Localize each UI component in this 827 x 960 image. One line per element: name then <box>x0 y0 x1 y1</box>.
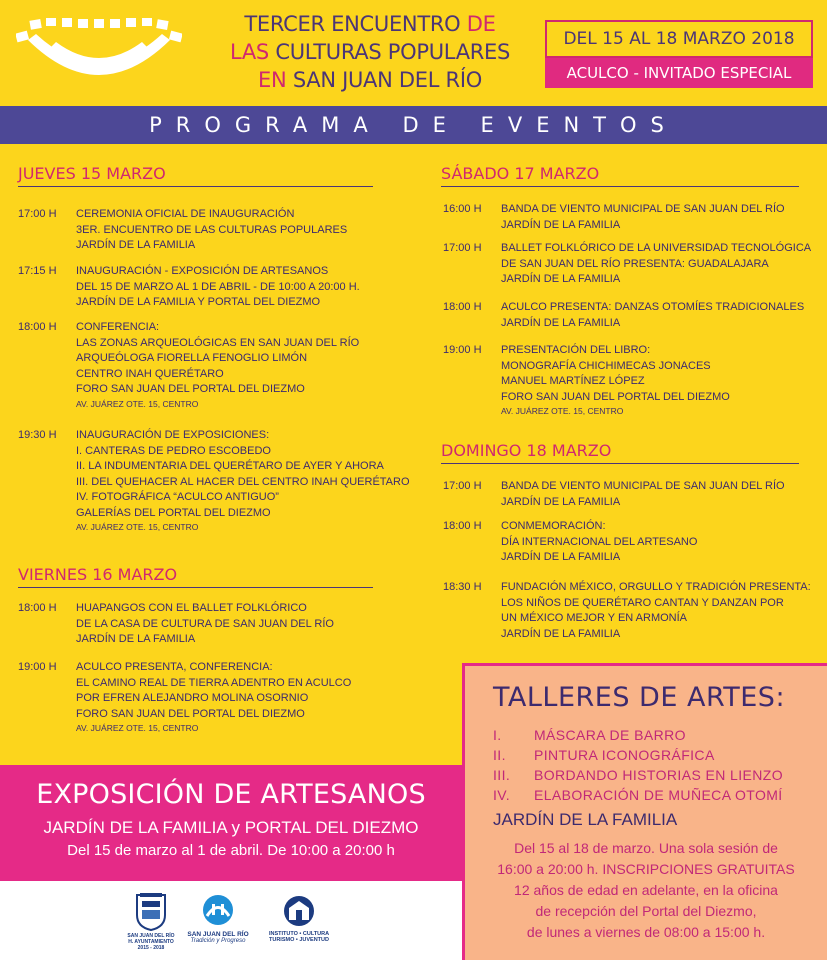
event-line: CONFERENCIA: <box>76 321 160 333</box>
event-time: 19:30 H <box>18 429 57 441</box>
sun-logo-icon <box>16 18 182 104</box>
item-number: III. <box>493 767 511 783</box>
logo-text: TURISMO • JUVENTUD <box>268 937 329 943</box>
title-part: DE <box>466 12 496 36</box>
event-line: UN MÉXICO MEJOR Y EN ARMONÍA <box>501 612 688 624</box>
event-line: I. CANTERAS DE PEDRO ESCOBEDO <box>76 444 271 457</box>
event-time: 18:00 H <box>443 520 482 532</box>
logo-text: INSTITUTO • CULTURA <box>268 930 330 937</box>
info-line: Del 15 al 18 de marzo. Una sola sesión de <box>514 840 778 856</box>
sponsor-logos <box>0 881 462 960</box>
event-line: ACULCO PRESENTA, CONFERENCIA: <box>76 661 273 673</box>
event-time: 18:00 H <box>18 321 57 333</box>
event-line: CEREMONIA OFICIAL DE INAUGURACIÓN <box>76 208 295 220</box>
instituto-logo <box>266 894 332 944</box>
list-item <box>493 785 783 805</box>
special-guest-box: ACULCO - INVITADO ESPECIAL <box>545 58 813 88</box>
event-time: 17:00 H <box>443 480 482 492</box>
title-part: LAS <box>229 40 269 64</box>
logo-text: CULTURA <box>302 930 330 937</box>
info-line: 16:00 a 20:00 h. INSCRIPCIONES GRATUITAS <box>497 861 795 877</box>
event-line: POR EFREN ALEJANDRO MOLINA OSORNIO <box>76 692 309 704</box>
logo-text: INSTITUTO <box>268 930 298 937</box>
event-line: 3ER. ENCUENTRO DE LAS CULTURAS POPULARES <box>76 223 348 236</box>
date-range-box: DEL 15 AL 18 MARZO 2018 <box>545 20 813 58</box>
logo-text: H. AYUNTAMIENTO <box>128 939 174 945</box>
event-line: INAUGURACIÓN - EXPOSICIÓN DE ARTESANOS <box>76 265 329 277</box>
event-line: LAS ZONAS ARQUEOLÓGICAS EN SAN JUAN DEL RÍO <box>76 336 360 349</box>
event-line: DE LA CASA DE CULTURA DE SAN JUAN DEL RÍO <box>76 617 334 630</box>
event-line: BANDA DE VIENTO MUNICIPAL DE SAN JUAN DEL RÍO <box>501 203 785 215</box>
event-line: JARDÍN DE LA FAMILIA <box>501 551 621 563</box>
logo-text: TURISMO <box>268 937 295 943</box>
event-line: DÍA INTERNACIONAL DEL ARTESANO <box>501 535 698 548</box>
list-item <box>493 765 783 785</box>
workshops-info <box>465 838 827 943</box>
event-line: FUNDACIÓN MÉXICO, ORGULLO Y TRADICIÓN PRESENTA: <box>501 581 811 593</box>
sjr-logo <box>180 894 256 945</box>
day-heading-jueves: JUEVES 15 MARZO <box>18 164 373 187</box>
info-line: de lunes a viernes de 08:00 a 15:00 h. <box>526 924 766 940</box>
workshops-title: TALLERES DE ARTES: <box>493 682 786 713</box>
event-line: FORO SAN JUAN DEL PORTAL DEL DIEZMO <box>501 390 730 403</box>
event-line: INAUGURACIÓN DE EXPOSICIONES: <box>76 429 270 441</box>
sjr-emblem-icon <box>199 894 237 928</box>
event-line: LOS NIÑOS DE QUERÉTARO CANTAN Y DANZAN POR <box>501 596 784 609</box>
event-line: JARDÍN DE LA FAMILIA <box>501 495 621 508</box>
day-heading-domingo: DOMINGO 18 MARZO <box>441 441 799 464</box>
event-line: MANUEL MARTÍNEZ LÓPEZ <box>501 375 645 387</box>
exhibition-title: EXPOSICIÓN DE ARTESANOS <box>36 779 426 810</box>
logo-text: SAN JUAN DEL RÍO <box>187 931 249 938</box>
day-heading-viernes: VIERNES 16 MARZO <box>18 565 373 588</box>
logo-text: Tradición y Progreso <box>190 938 246 944</box>
event-line: ARQUEÓLOGA FIORELLA FENOGLIO LIMÓN <box>76 352 308 364</box>
list-item <box>493 745 783 765</box>
event-line: EL CAMINO REAL DE TIERRA ADENTRO EN ACULCO <box>76 676 352 689</box>
day-heading-sabado: SÁBADO 17 MARZO <box>441 164 799 187</box>
logo-text: SAN JUAN DEL RÍO <box>127 933 175 939</box>
exhibition-dates: Del 15 de marzo al 1 de abril. De 10:00 a 20:00 h <box>67 842 395 859</box>
event-line: HUAPANGOS CON EL BALLET FOLKLÓRICO <box>76 602 307 614</box>
event-line: JARDÍN DE LA FAMILIA <box>501 627 621 640</box>
event-time: 17:00 H <box>18 208 57 220</box>
artisan-exhibition-panel <box>0 765 462 881</box>
event-line: JARDÍN DE LA FAMILIA <box>501 218 621 231</box>
logo-text: JUVENTUD <box>299 937 329 943</box>
event-time: 19:00 H <box>443 344 482 356</box>
title-part: SAN JUAN DEL RÍO <box>292 68 482 92</box>
event-line: PRESENTACIÓN DEL LIBRO: <box>501 344 651 356</box>
event-line: GALERÍAS DEL PORTAL DEL DIEZMO <box>76 506 271 519</box>
coat-of-arms-icon <box>135 893 167 931</box>
info-line: 12 años de edad en adelante, en la oficina <box>514 882 778 898</box>
event-time: 16:00 H <box>443 203 482 215</box>
title-part: TERCER ENCUENTRO <box>244 12 461 36</box>
logo-text: 2015 - 2018 <box>137 945 165 951</box>
item-label: MÁSCARA DE BARRO <box>534 727 686 743</box>
list-item <box>493 725 783 745</box>
event-line: III. DEL QUEHACER AL HACER DEL CENTRO INAH QUERÉTARO <box>76 475 410 488</box>
event-time: 18:00 H <box>443 301 482 313</box>
workshops-location: JARDÍN DE LA FAMILIA <box>493 810 678 829</box>
item-number: II. <box>493 747 506 763</box>
event-line: IV. FOTOGRÁFICA “ACULCO ANTIGUO” <box>76 491 279 503</box>
event-time: 17:15 H <box>18 265 57 277</box>
event-address: AV. JUÁREZ OTE. 15, CENTRO <box>501 406 624 416</box>
event-line: FORO SAN JUAN DEL PORTAL DEL DIEZMO <box>76 383 305 395</box>
event-line: JARDÍN DE LA FAMILIA <box>501 273 621 285</box>
event-address: AV. JUÁREZ OTE. 15, CENTRO <box>76 723 199 733</box>
event-line: CENTRO INAH QUERÉTARO <box>76 367 224 380</box>
item-number: I. <box>493 727 502 743</box>
event-line: II. LA INDUMENTARIA DEL QUERÉTARO DE AYER Y AHORA <box>76 460 384 472</box>
event-line: CONMEMORACIÓN: <box>501 520 606 532</box>
event-line: JARDÍN DE LA FAMILIA Y PORTAL DEL DIEZMO <box>76 296 321 308</box>
program-banner: PROGRAMA DE EVENTOS <box>0 106 827 144</box>
item-label: ELABORACIÓN DE MUÑECA OTOMÍ <box>534 787 783 803</box>
event-line: DEL 15 DE MARZO AL 1 DE ABRIL - DE 10:00 A 20:00 H. <box>76 280 360 293</box>
item-label: PINTURA ICONOGRÁFICA <box>534 747 715 763</box>
event-address: AV. JUÁREZ OTE. 15, CENTRO <box>76 398 199 409</box>
event-title <box>205 10 535 94</box>
municipio-logo <box>126 893 176 951</box>
event-time: 19:00 H <box>18 661 57 673</box>
exhibition-place: JARDÍN DE LA FAMILIA y PORTAL DEL DIEZMO <box>43 818 419 837</box>
event-time: 17:00 H <box>443 242 482 254</box>
workshops-list <box>493 725 783 805</box>
title-part: CULTURAS POPULARES <box>275 40 511 64</box>
event-line: BANDA DE VIENTO MUNICIPAL DE SAN JUAN DEL RÍO <box>501 480 785 492</box>
event-line: JARDÍN DE LA FAMILIA <box>501 316 621 329</box>
event-address: AV. JUÁREZ OTE. 15, CENTRO <box>76 522 199 532</box>
info-line: de recepción del Portal del Diezmo, <box>535 903 757 919</box>
event-line: FORO SAN JUAN DEL PORTAL DEL DIEZMO <box>76 707 305 720</box>
instituto-emblem-icon <box>280 894 318 928</box>
item-number: IV. <box>493 787 511 803</box>
event-time: 18:00 H <box>18 602 57 614</box>
event-line: DE SAN JUAN DEL RÍO PRESENTA: GUADALAJARA <box>501 257 769 270</box>
title-part: EN <box>258 68 287 92</box>
event-time: 18:30 H <box>443 581 482 593</box>
event-line: MONOGRAFÍA CHICHIMECAS JONACES <box>501 359 711 372</box>
event-line: JARDÍN DE LA FAMILIA <box>76 633 196 645</box>
item-label: BORDANDO HISTORIAS EN LIENZO <box>534 767 783 783</box>
workshops-panel <box>462 663 827 960</box>
event-line: ACULCO PRESENTA: DANZAS OTOMÍES TRADICIONALES <box>501 301 805 313</box>
event-line: BALLET FOLKLÓRICO DE LA UNIVERSIDAD TECNOLÓGICA <box>501 242 812 254</box>
event-line: JARDÍN DE LA FAMILIA <box>76 239 196 251</box>
